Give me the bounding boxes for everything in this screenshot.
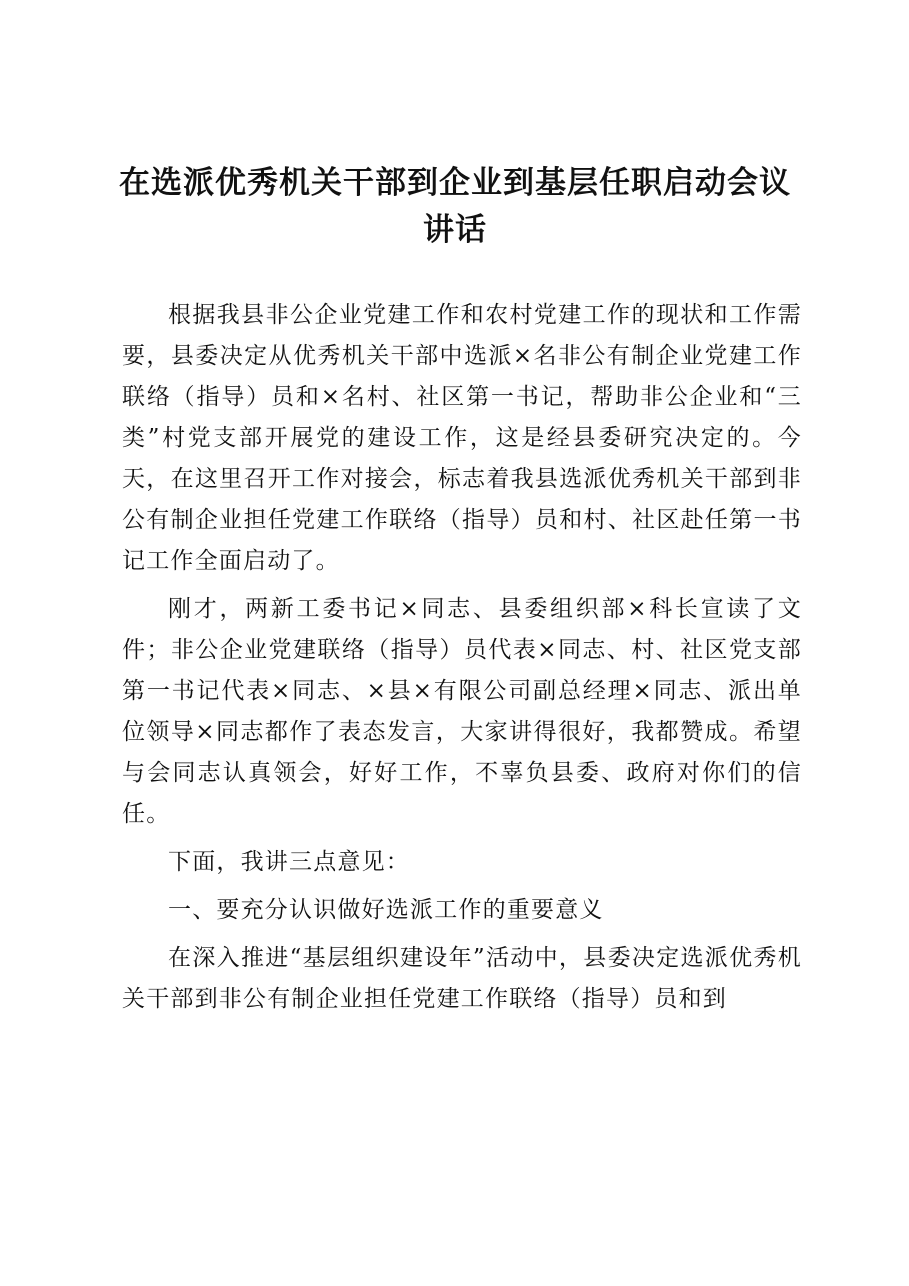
paragraph-three-points: 下面，我讲三点意见： <box>168 849 410 875</box>
document-title: 在选派优秀机关干部到企业到基层任职启动会议讲话 <box>119 165 791 248</box>
section-heading-one: 一、要充分认识做好选派工作的重要意义 <box>168 897 604 923</box>
paragraph-intro: 根据我县非公企业党建工作和农村党建工作的现状和工作需要，县委决定从优秀机关干部中选派×名非公有制企业党建工作联络（指导）员和×名村、社区第一书记，帮助非公企业和“三类”村党支部开展党的建设工作，这是经县委研究决定的。今天，在这里召开工作对接会，标志着我县选派优秀机关干部到非公有制企业担任党建工作联络（指导）员和村、社区赴任第一书记工作全面启动了。 <box>122 302 802 574</box>
paragraph-section-one: 在深入推进“基层组织建设年”活动中，县委决定选派优秀机关干部到非公有制企业担任党建工作联络（指导）员和到 <box>122 945 802 1012</box>
document-body <box>122 295 802 1027</box>
paragraph-meeting-review: 刚才，两新工委书记×同志、县委组织部×科长宣读了文件；非公企业党建联络（指导）员代表×同志、村、社区党支部第一书记代表×同志、×县×有限公司副总经理×同志、派出单位领导×同志都作了表态发言，大家讲得很好，我都赞成。希望与会同志认真领会，好好工作，不辜负县委、政府对你们的信任。 <box>122 596 802 827</box>
